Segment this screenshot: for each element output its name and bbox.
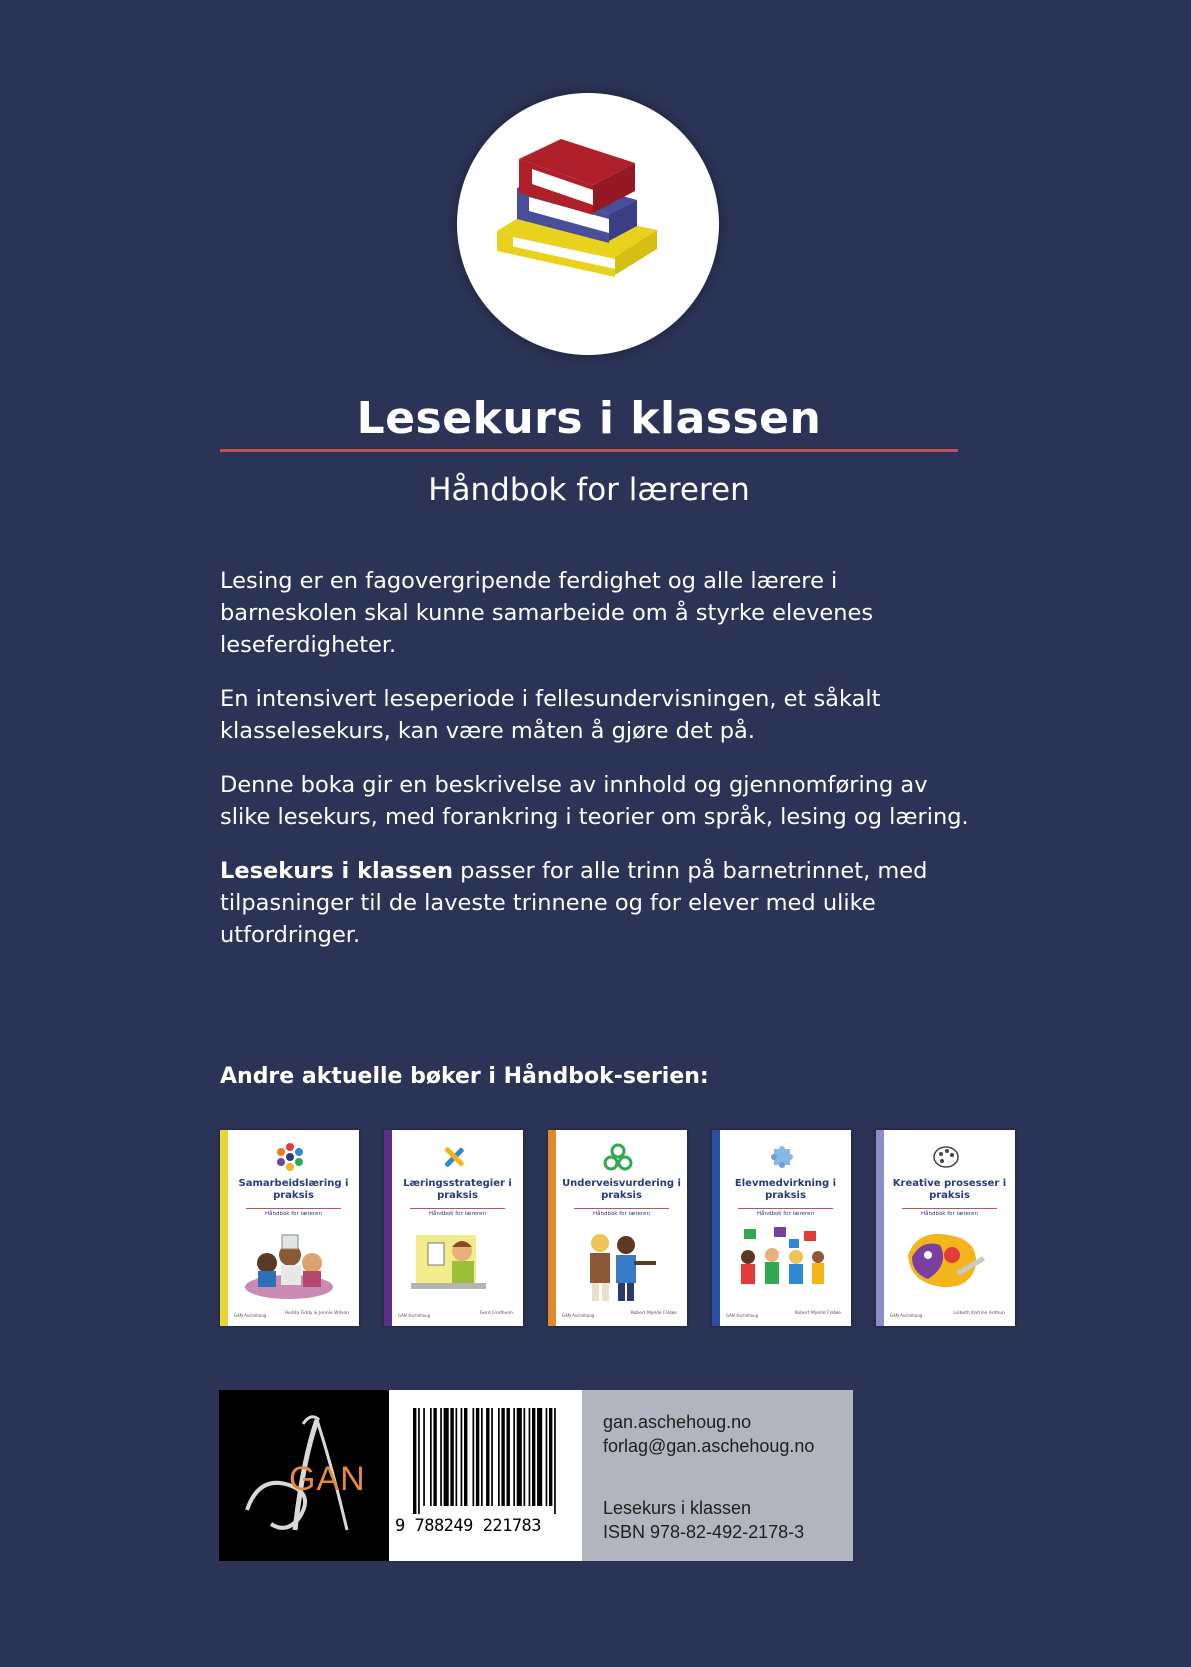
- blurb-paragraph-4-text: passer for alle trinn på barnetrinnet, med tilpasninger til de laveste trinnene og for elever med ulike utfordringer.: [220, 858, 928, 948]
- book-spine: [384, 1130, 392, 1326]
- barcode-bar: [473, 1408, 475, 1506]
- book-spine: [876, 1130, 884, 1326]
- barcode-bar: [423, 1408, 425, 1506]
- publisher-website[interactable]: gan.aschehoug.no: [603, 1412, 752, 1432]
- blurb-paragraph-4: [220, 855, 980, 951]
- book-subtitle: Håndbok for læreren: [920, 1211, 979, 1217]
- barcode-bar: [513, 1408, 515, 1506]
- barcode-number: 9 788249 221783: [395, 1516, 542, 1536]
- puzzle-icon: [767, 1142, 797, 1172]
- book-title-rule: [902, 1208, 997, 1209]
- barcode-bar: [440, 1408, 442, 1506]
- book-publisher: GAN Aschehoug: [562, 1313, 595, 1318]
- book-title: Underveisvurdering i praksis: [562, 1178, 681, 1201]
- book-title-rule: [246, 1208, 341, 1209]
- barcode-bar: [501, 1408, 504, 1506]
- barcode-bar: [464, 1408, 467, 1506]
- book-author: Robert Mjelde Flatøe: [794, 1311, 841, 1316]
- children-pointing-illustration: [570, 1225, 665, 1305]
- blurb-paragraph-3: Denne boka gir en beskrivelse av innhold og gjennomføring av slike lesekurs, med forankring i teorier om språk, lesing og læring.: [220, 772, 969, 830]
- barcode-bar: [524, 1408, 526, 1506]
- barcode-bar: [491, 1408, 493, 1506]
- back-cover-blurb: [220, 565, 980, 973]
- barcode-bar: [481, 1408, 483, 1506]
- isbn-barcode: [389, 1390, 582, 1561]
- barcode-bar: [546, 1408, 548, 1506]
- barcode-bar: [418, 1408, 420, 1514]
- flower-icon: [275, 1142, 305, 1172]
- info-book-title: Lesekurs i klassen: [603, 1498, 752, 1518]
- blurb-paragraph-2: En intensivert leseperiode i fellesundervisningen, et såkalt klasselesekurs, kan være måten å gjøre det på.: [220, 686, 881, 744]
- book-publisher: GAN Aschehoug: [890, 1313, 923, 1318]
- barcode-bar: [456, 1408, 458, 1506]
- series-book-underveisvurdering: [548, 1130, 687, 1326]
- book-subtitle: Håndbok for læreren: [756, 1211, 815, 1217]
- barcode-bars: [389, 1390, 582, 1515]
- series-heading: Andre aktuelle bøker i Håndbok-serien:: [220, 1064, 709, 1089]
- book-stack-logo: [457, 93, 719, 355]
- book-stack-icon: [457, 93, 719, 355]
- blurb-book-title: Lesekurs i klassen: [220, 858, 454, 884]
- barcode-bar: [498, 1408, 500, 1506]
- barcode-bar: [532, 1408, 535, 1506]
- publisher-info: [582, 1390, 853, 1561]
- barcode-bar: [549, 1408, 552, 1506]
- barcode-bar: [444, 1408, 449, 1506]
- book-publisher: GAN Aschehoug: [234, 1313, 267, 1318]
- book-publisher: GAN Aschehoug: [726, 1313, 759, 1318]
- book-title-rule: [410, 1208, 505, 1209]
- barcode-bar: [486, 1408, 489, 1506]
- barcode-bar: [507, 1408, 510, 1506]
- series-book-laeringsstrategier: [384, 1130, 523, 1326]
- children-illustration: [242, 1225, 337, 1305]
- palette-icon: [931, 1142, 961, 1172]
- colorful-painting-illustration: [898, 1225, 993, 1305]
- book-author: Hedda Fiddy & Jennie Wilson: [284, 1311, 349, 1316]
- book-title: Lesekurs i klassen: [356, 393, 822, 444]
- book-author: Lisbeth Katrine Anthun: [953, 1311, 1005, 1316]
- book-author: Robert Mjelde Flatøe: [630, 1311, 677, 1316]
- barcode-bar: [413, 1408, 416, 1514]
- book-spine: [548, 1130, 556, 1326]
- barcode-bar: [433, 1408, 436, 1506]
- book-publisher: GAN Aschehoug: [398, 1313, 431, 1318]
- book-title-rule: [738, 1208, 833, 1209]
- book-spine: [220, 1130, 228, 1326]
- gan-logo-mark: [219, 1390, 389, 1561]
- book-title: Elevmedvirkning i praksis: [734, 1178, 837, 1201]
- barcode-bar: [450, 1408, 453, 1506]
- book-title: Læringsstrategier i praksis: [403, 1178, 512, 1201]
- barcode-bar: [461, 1408, 463, 1506]
- barcode-bar: [517, 1408, 522, 1506]
- series-book-list: [220, 1130, 1015, 1326]
- gears-icon: [603, 1142, 633, 1172]
- series-book-kreative-prosesser: [876, 1130, 1015, 1326]
- barcode-bar: [529, 1408, 531, 1506]
- series-book-elevmedvirkning: [712, 1130, 851, 1326]
- star-icon: [439, 1142, 469, 1172]
- child-reading-illustration: [406, 1225, 501, 1305]
- book-subtitle: Håndbok for læreren: [592, 1211, 651, 1217]
- book-subtitle: Håndbok for læreren: [428, 472, 750, 508]
- publisher-email[interactable]: forlag@gan.aschehoug.no: [603, 1436, 815, 1456]
- children-puzzle-illustration: [734, 1225, 829, 1305]
- gan-aschehoug-logo: [219, 1390, 389, 1561]
- book-subtitle: Håndbok for læreren: [264, 1211, 323, 1217]
- barcode-bar: [537, 1408, 542, 1506]
- barcode-bar: [476, 1408, 479, 1506]
- book-title-rule: [574, 1208, 669, 1209]
- book-spine: [712, 1130, 720, 1326]
- book-title: Samarbeidslæring i praksis: [238, 1178, 349, 1201]
- book-title: Kreative prosesser i praksis: [892, 1178, 1007, 1201]
- barcode-bar: [430, 1408, 432, 1506]
- publisher-footer: [219, 1390, 853, 1561]
- barcode-bar: [554, 1408, 556, 1514]
- isbn-number: ISBN 978-82-492-2178-3: [603, 1522, 805, 1542]
- book-author: Gerd Fredheim: [479, 1311, 513, 1316]
- series-book-samarbeidslaering: [220, 1130, 359, 1326]
- book-subtitle: Håndbok for læreren: [428, 1211, 487, 1217]
- blurb-paragraph-1: Lesing er en fagovergripende ferdighet og alle lærere i barneskolen skal kunne samarbeide om å styrke elevenes leseferdigheter.: [220, 568, 874, 658]
- title-divider: [220, 449, 958, 452]
- gan-logo-text: GAN: [289, 1460, 366, 1498]
